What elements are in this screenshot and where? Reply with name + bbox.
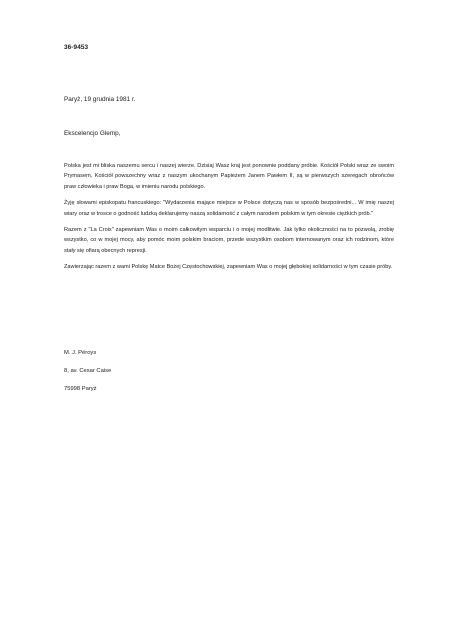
body-paragraph-1: Polska jest mi bliska naszemu sercu i naszej wierze. Dzisiaj Wasz kraj jest ponownie poddany próbie. Kościół Polski wraz ze swoim Prymasem, Kościół powszechny wraz z naszym ukochanym Papieżem Janem Pawłem II, są w pierwszych szeregach obrońców praw człowieka i praw Boga, w imieniu narodu polskiego. (64, 163, 394, 190)
document-reference-number: 36-9453 (64, 44, 89, 51)
signatory-city: 75998 Paryż (64, 386, 97, 392)
signatory-name: M. J. Péroys (64, 350, 97, 356)
salutation: Ekscelencjo Glemp, (64, 130, 121, 137)
letter-body (64, 161, 394, 279)
body-paragraph-2: Żyję słowami episkopatu francuskiego: "Wydarzenia mające miejsce w Polsce dotyczą nas w sposób bezpośredni... W imię naszej wiary oraz w trosce o godność ludzką deklarujemy naszą solidarność z całym narodem polskim w tym okresie ciężkich prób." (64, 200, 394, 217)
signature-block (64, 350, 111, 404)
body-paragraph-4: Zawierzając razem z wami Polskę Matce Bożej Częstochowskiej, zapewniam Was o mojej głębokiej solidarności w tym czasie próby. (64, 264, 393, 271)
signatory-street: 8, av. Cesar Caise (64, 368, 112, 374)
body-paragraph-3: Razem z "La Croix" zapewniam Was o moim całkowitym wsparciu i o mojej modlitwie. Jak tylko okoliczności na to pozwolą, zrobię wszystko, co w mojej mocy, aby pomóc moim polskim braciom, przede wszystkim osobom internowanym oraz ich rodzinom, które stały się ofiarą obecnych represji. (64, 227, 394, 254)
place-and-date: Paryż, 19 grudnia 1981 r. (64, 96, 136, 103)
